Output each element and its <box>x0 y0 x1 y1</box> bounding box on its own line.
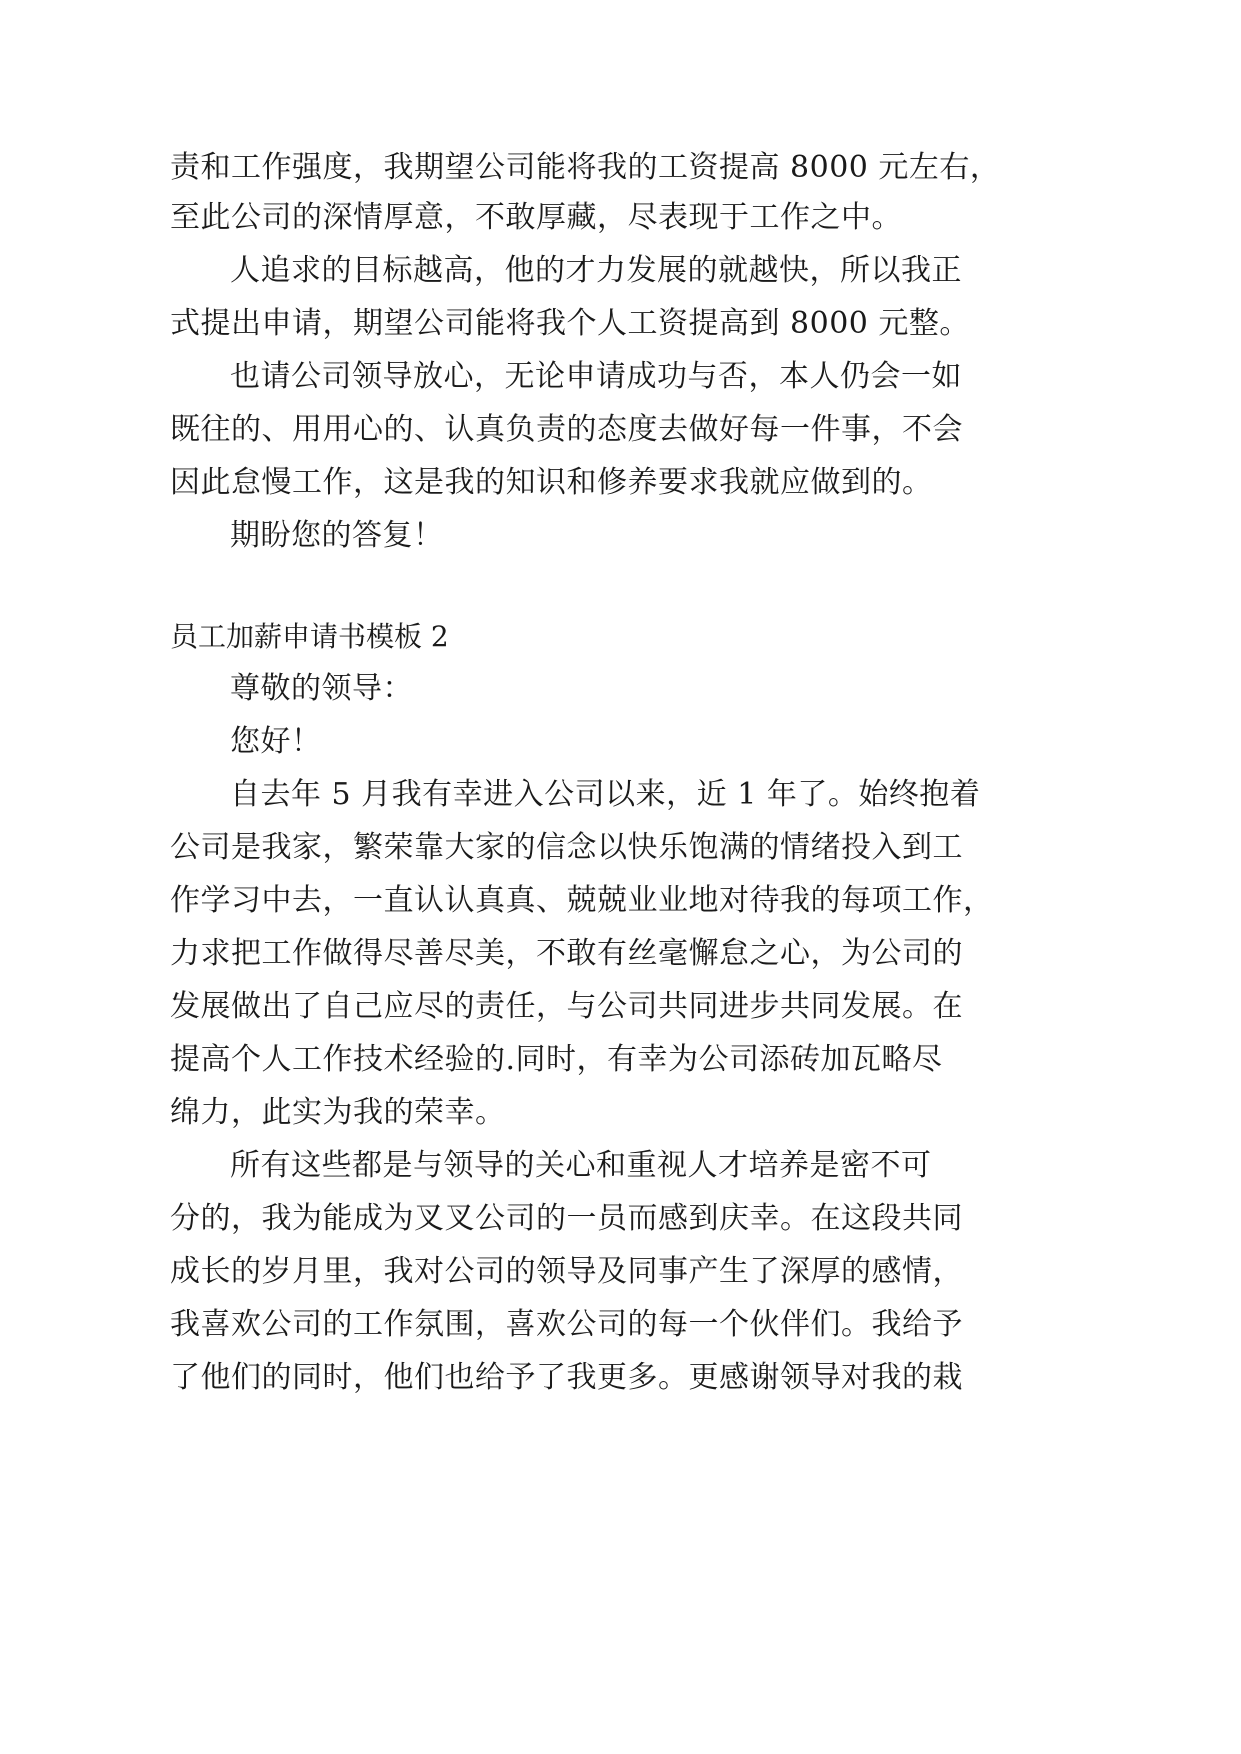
text-line: 式提出申请，期望公司能将我个人工资提高到 8000 元整。 <box>170 306 970 341</box>
text-line: 提高个人工作技术经验的.同时，有幸为公司添砖加瓦略尽 <box>170 1042 943 1077</box>
text-line: 既往的、用用心的、认真负责的态度去做好每一件事，不会 <box>170 412 963 447</box>
section-title: 员工加薪申请书模板 2 <box>170 620 449 653</box>
text-line: 成长的岁月里，我对公司的领导及同事产生了深厚的感情， <box>170 1254 963 1289</box>
text-line: 绵力，此实为我的荣幸。 <box>170 1095 506 1130</box>
text-line: 发展做出了自己应尽的责任，与公司共同进步共同发展。在 <box>170 989 963 1024</box>
salutation: 尊敬的领导： <box>230 671 413 706</box>
text-line: 也请公司领导放心，无论申请成功与否，本人仍会一如 <box>230 359 962 394</box>
text-line: 所有这些都是与领导的关心和重视人才培养是密不可 <box>230 1148 932 1183</box>
text-line: 因此怠慢工作，这是我的知识和修养要求我就应做到的。 <box>170 465 933 500</box>
text-line: 了他们的同时，他们也给予了我更多。更感谢领导对我的栽 <box>170 1360 963 1395</box>
text-line: 人追求的目标越高，他的才力发展的就越快，所以我正 <box>230 253 962 288</box>
text-line: 力求把工作做得尽善尽美，不敢有丝毫懈怠之心，为公司的 <box>170 936 963 971</box>
text-line: 至此公司的深情厚意，不敢厚藏，尽表现于工作之中。 <box>170 200 902 235</box>
text-line: 我喜欢公司的工作氛围，喜欢公司的每一个伙伴们。我给予 <box>170 1307 963 1342</box>
text-line: 公司是我家，繁荣靠大家的信念以快乐饱满的情绪投入到工 <box>170 830 963 865</box>
greeting: 您好！ <box>230 724 322 759</box>
text-line: 自去年 5 月我有幸进入公司以来，近 1 年了。始终抱着 <box>230 777 981 812</box>
text-line: 责和工作强度，我期望公司能将我的工资提高 8000 元左右， <box>170 150 1001 185</box>
text-line: 分的，我为能成为叉叉公司的一员而感到庆幸。在这段共同 <box>170 1201 963 1236</box>
text-line: 期盼您的答复！ <box>230 518 444 553</box>
text-line: 作学习中去，一直认认真真、兢兢业业地对待我的每项工作， <box>170 883 994 918</box>
